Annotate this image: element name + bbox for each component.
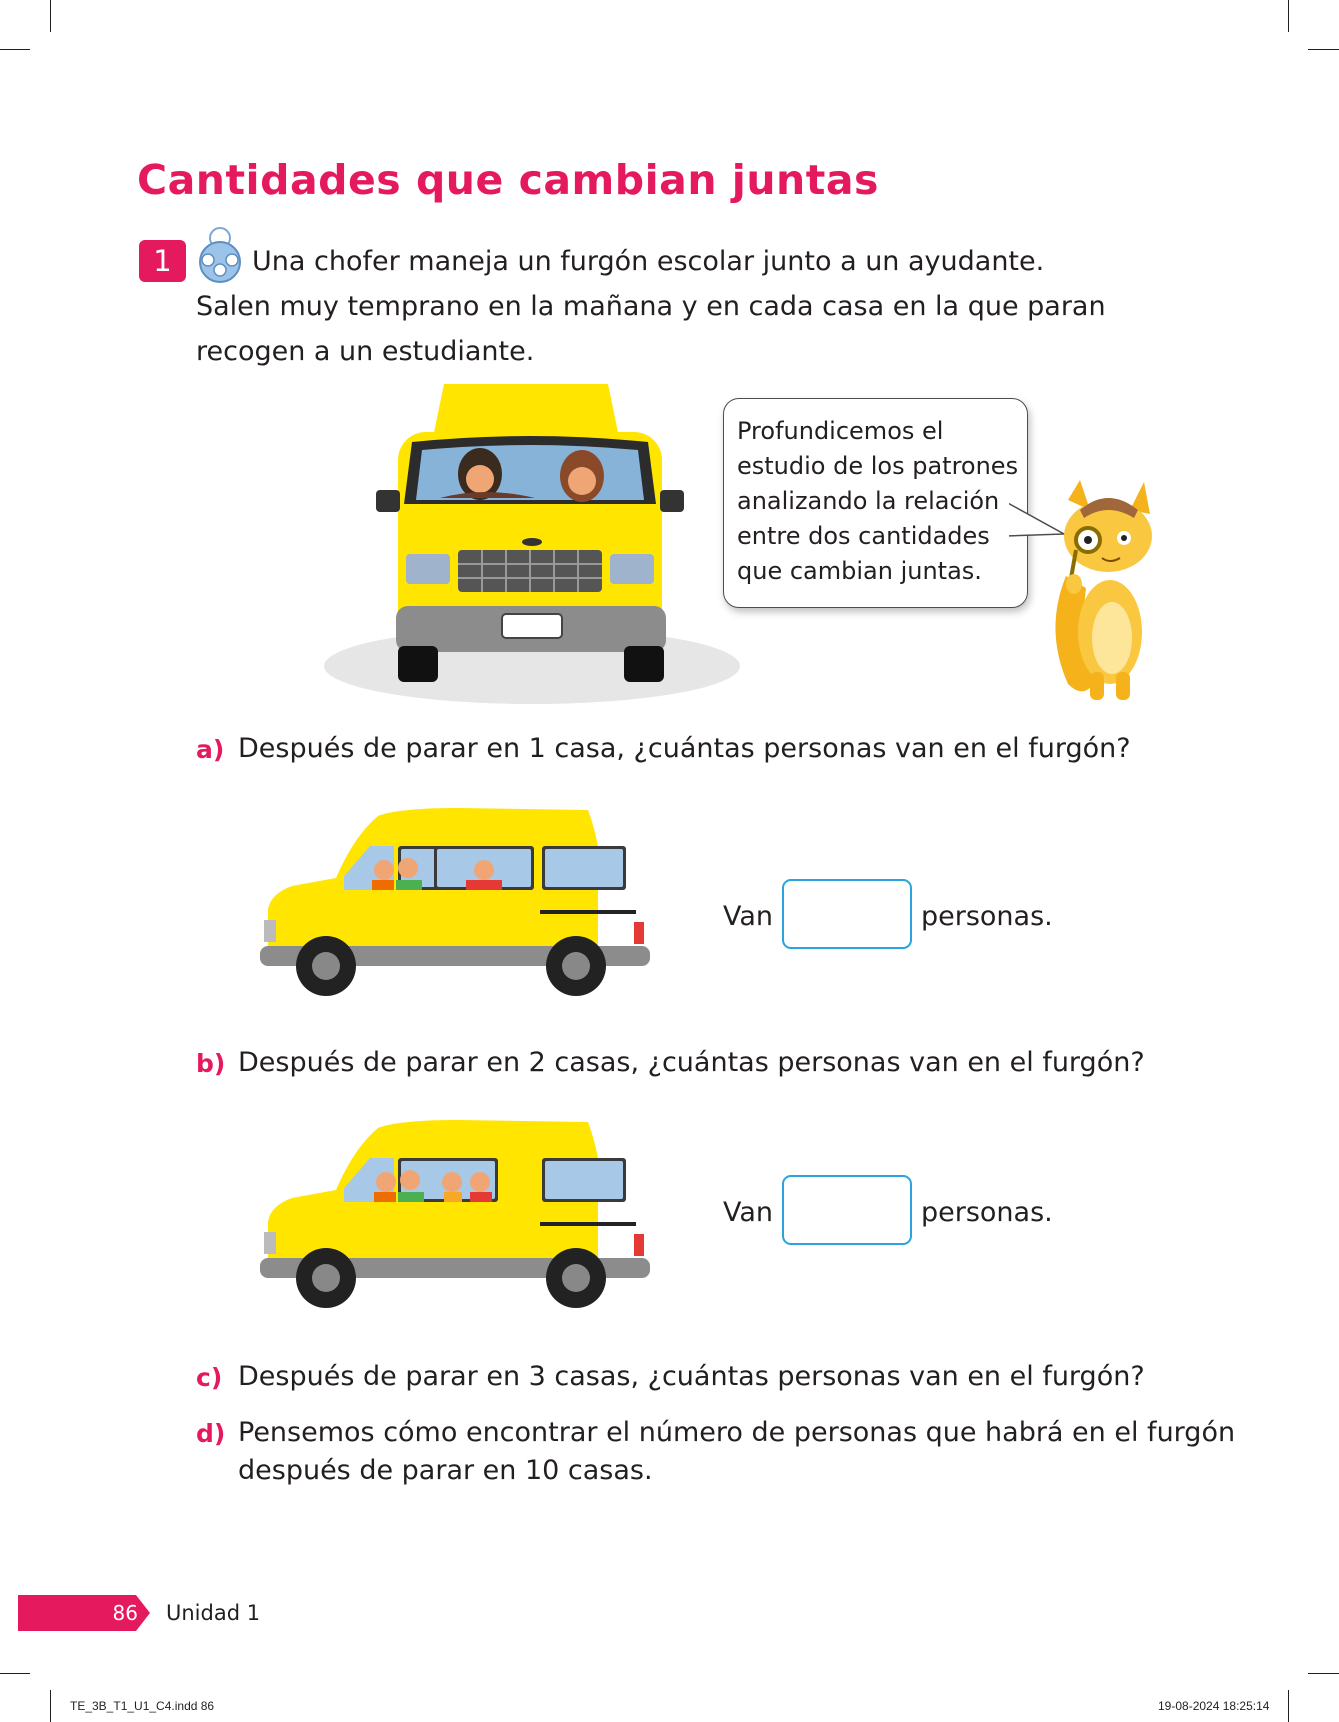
crop-mark [1308,1673,1339,1674]
answer-a-box[interactable] [782,879,912,949]
intro-line-3: recogen a un estudiante. [196,336,535,367]
bubble-line-1: Profundicemos el [737,417,944,445]
answer-b-personas-label: personas. [921,1197,1053,1228]
intro-line-2: Salen muy temprano en la mañana y en cada casa en la que paran [196,291,1106,322]
answer-a-van-label: Van [723,901,774,932]
crop-mark [50,0,51,32]
side-van-illustration-2 [258,1118,652,1312]
crop-mark [50,1690,51,1722]
page-number: 86 [112,1601,138,1625]
crop-mark [1308,49,1339,50]
bubble-line-3: analizando la relación [737,487,1000,515]
front-van-illustration [320,382,744,708]
file-slug: TE_3B_T1_U1_C4.indd 86 [70,1699,215,1713]
crop-mark [0,49,30,50]
bubble-line-2: estudio de los patrones [737,452,1019,480]
question-d-line-1: Pensemos cómo encontrar el número de personas que habrá en el furgón [238,1417,1236,1448]
unit-label: Unidad 1 [166,1601,261,1625]
answer-b-van-label: Van [723,1197,774,1228]
crop-mark [1288,0,1289,32]
bubble-line-5: que cambian juntas. [737,557,982,585]
group-work-icon [194,224,246,284]
page-title: Cantidades que cambian juntas [137,156,879,204]
question-d-line-2: después de parar en 10 casas. [238,1455,653,1486]
question-c-label: c) [196,1363,223,1392]
side-van-illustration [258,806,652,1000]
timestamp: 19-08-2024 18:25:14 [1158,1699,1270,1713]
question-b-label: b) [196,1049,226,1078]
question-d-label: d) [196,1419,226,1448]
question-a-text: Después de parar en 1 casa, ¿cuántas personas van en el furgón? [238,733,1131,764]
intro-line-1: Una chofer maneja un furgón escolar junto a un ayudante. [252,246,1045,277]
answer-a-personas-label: personas. [921,901,1053,932]
exercise-number: 1 [139,240,186,282]
squirrel-detective-illustration [1050,480,1160,706]
answer-b-box[interactable] [782,1175,912,1245]
question-c-text: Después de parar en 3 casas, ¿cuántas personas van en el furgón? [238,1361,1145,1392]
question-a-label: a) [196,735,225,764]
speech-bubble [723,398,1028,608]
crop-mark [0,1673,30,1674]
crop-mark [1288,1690,1289,1722]
question-b-text: Después de parar en 2 casas, ¿cuántas personas van en el furgón? [238,1047,1145,1078]
bubble-line-4: entre dos cantidades [737,522,990,550]
